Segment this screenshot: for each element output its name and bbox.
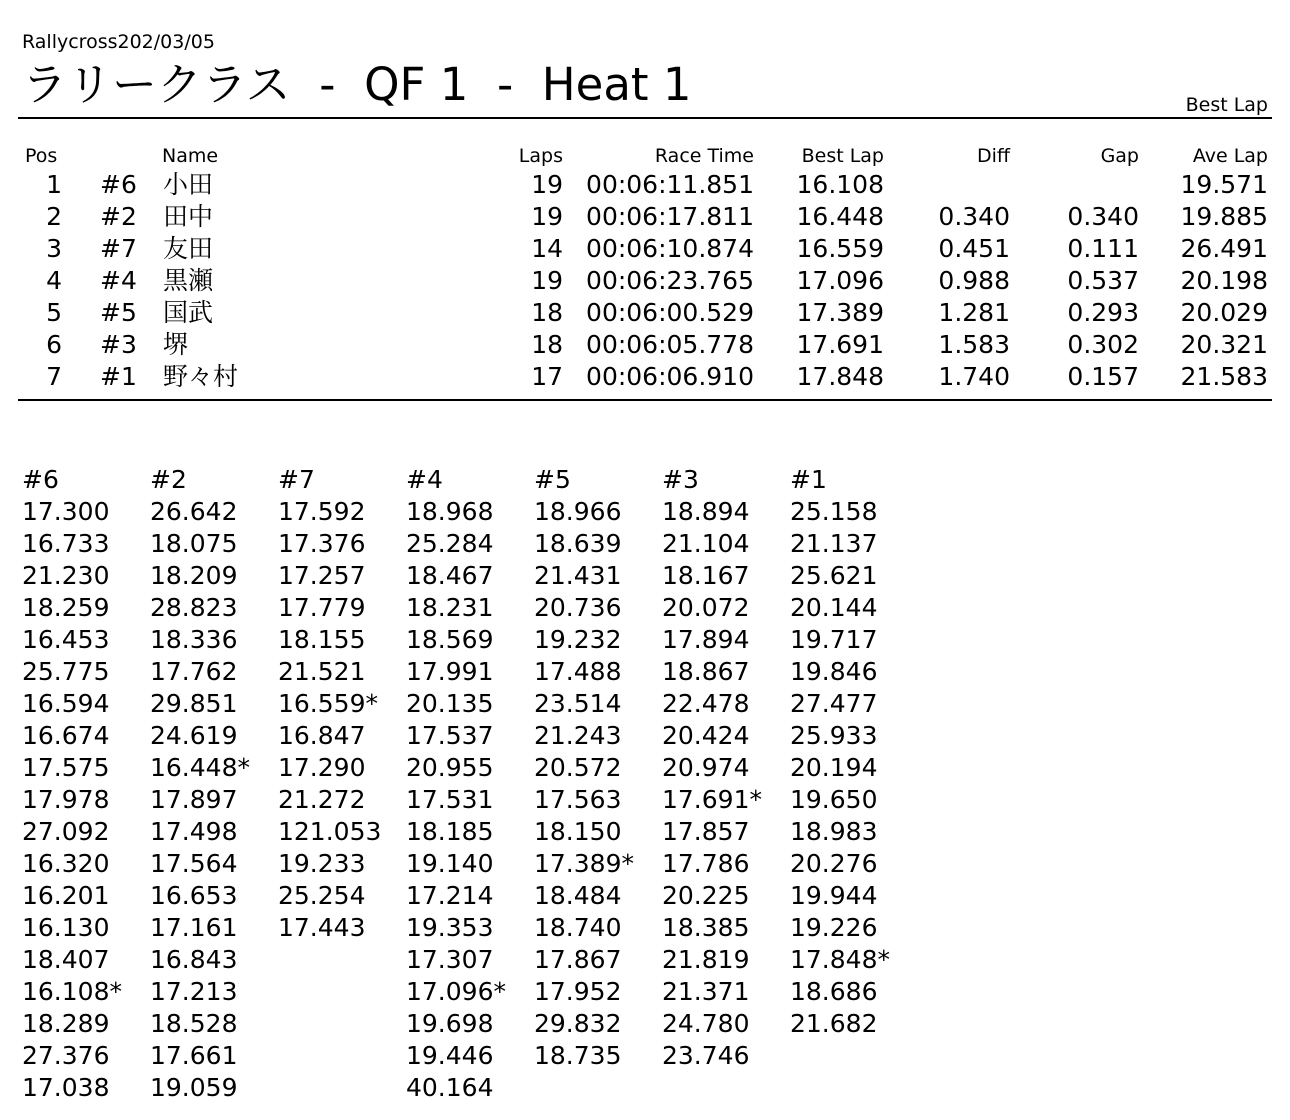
lap-time: 20.424 <box>662 721 750 750</box>
lap-time: 18.150 <box>534 817 622 846</box>
cell-laps: 19 <box>531 202 563 231</box>
lap-time: 16.201 <box>22 881 110 910</box>
lap-time: 23.514 <box>534 689 622 718</box>
lap-time: 17.213 <box>150 977 238 1006</box>
cell-num: #4 <box>100 266 137 295</box>
cell-race-time: 00:06:06.910 <box>586 362 754 391</box>
lap-time: 24.619 <box>150 721 238 750</box>
lap-time: 20.974 <box>662 753 750 782</box>
lap-column <box>790 464 918 1040</box>
cell-diff: 0.451 <box>938 234 1010 263</box>
lap-time: 17.096* <box>406 977 506 1006</box>
cell-gap: 0.340 <box>1067 202 1139 231</box>
lap-time: 18.569 <box>406 625 494 654</box>
lap-time: 18.686 <box>790 977 878 1006</box>
lap-column-car: #6 <box>22 465 59 494</box>
lap-time: 17.991 <box>406 657 494 686</box>
lap-time: 17.290 <box>278 753 366 782</box>
cell-laps: 18 <box>531 330 563 359</box>
lap-time: 18.467 <box>406 561 494 590</box>
cell-pos: 2 <box>46 202 62 231</box>
table-row <box>0 297 1290 329</box>
table-row <box>0 169 1290 201</box>
lap-time: 19.140 <box>406 849 494 878</box>
table-row <box>0 233 1290 265</box>
cell-num: #3 <box>100 330 137 359</box>
cell-ave-lap: 20.198 <box>1180 266 1268 295</box>
lap-time: 27.376 <box>22 1041 110 1070</box>
lap-time: 18.968 <box>406 497 494 526</box>
lap-time: 17.897 <box>150 785 238 814</box>
cell-name: 田中 <box>163 202 214 231</box>
cell-num: #2 <box>100 202 137 231</box>
lap-column <box>22 464 150 1104</box>
lap-time: 21.243 <box>534 721 622 750</box>
cell-gap: 0.302 <box>1067 330 1139 359</box>
lap-time: 17.257 <box>278 561 366 590</box>
cell-laps: 18 <box>531 298 563 327</box>
lap-time: 21.137 <box>790 529 878 558</box>
lap-time: 25.158 <box>790 497 878 526</box>
lap-time: 29.832 <box>534 1009 622 1038</box>
col-header-ave-lap: Ave Lap <box>1192 145 1268 167</box>
lap-time: 17.300 <box>22 497 110 526</box>
lap-time: 25.933 <box>790 721 878 750</box>
lap-time: 18.231 <box>406 593 494 622</box>
lap-time: 25.775 <box>22 657 110 686</box>
lap-time: 20.736 <box>534 593 622 622</box>
lap-time: 17.661 <box>150 1041 238 1070</box>
table-row <box>0 265 1290 297</box>
cell-pos: 4 <box>46 266 62 295</box>
lap-time: 18.740 <box>534 913 622 942</box>
lap-time: 19.232 <box>534 625 622 654</box>
lap-column <box>406 464 534 1104</box>
lap-time: 16.674 <box>22 721 110 750</box>
lap-time: 19.846 <box>790 657 878 686</box>
lap-time: 16.559* <box>278 689 378 718</box>
lap-time: 21.682 <box>790 1009 878 1038</box>
lap-time: 16.130 <box>22 913 110 942</box>
page-title: ラリークラス - QF 1 - Heat 1 <box>22 58 692 111</box>
lap-time: 16.453 <box>22 625 110 654</box>
lap-time: 16.843 <box>150 945 238 974</box>
cell-race-time: 00:06:17.811 <box>586 202 754 231</box>
lap-time: 19.353 <box>406 913 494 942</box>
lap-time: 17.038 <box>22 1073 110 1102</box>
cell-laps: 14 <box>531 234 563 263</box>
cell-race-time: 00:06:23.765 <box>586 266 754 295</box>
lap-time: 17.389* <box>534 849 634 878</box>
cell-name: 友田 <box>163 234 214 263</box>
lap-time: 19.446 <box>406 1041 494 1070</box>
lap-time: 25.254 <box>278 881 366 910</box>
lap-time: 22.478 <box>662 689 750 718</box>
lap-time: 121.053 <box>278 817 382 846</box>
lap-time: 17.952 <box>534 977 622 1006</box>
col-header-best-lap: Best Lap <box>801 145 884 167</box>
lap-time: 18.735 <box>534 1041 622 1070</box>
lap-time: 20.144 <box>790 593 878 622</box>
cell-ave-lap: 19.571 <box>1180 170 1268 199</box>
table-row <box>0 361 1290 393</box>
lap-time: 27.092 <box>22 817 110 846</box>
cell-diff: 1.281 <box>938 298 1010 327</box>
lap-column-car: #5 <box>534 465 571 494</box>
lap-column-car: #3 <box>662 465 699 494</box>
lap-time: 19.059 <box>150 1073 238 1102</box>
lap-time: 17.307 <box>406 945 494 974</box>
lap-time: 17.443 <box>278 913 366 942</box>
lap-column <box>662 464 790 1072</box>
lap-time: 17.779 <box>278 593 366 622</box>
cell-name: 野々村 <box>163 362 239 391</box>
lap-time: 21.272 <box>278 785 366 814</box>
lap-column <box>534 464 662 1072</box>
lap-time: 40.164 <box>406 1073 494 1102</box>
lap-time: 26.642 <box>150 497 238 526</box>
lap-time: 18.259 <box>22 593 110 622</box>
lap-time: 16.847 <box>278 721 366 750</box>
lap-column-car: #2 <box>150 465 187 494</box>
bottom-divider <box>18 399 1272 401</box>
col-header-pos: Pos <box>25 145 58 167</box>
lap-time: 20.225 <box>662 881 750 910</box>
col-header-race-time: Race Time <box>654 145 754 167</box>
cell-pos: 1 <box>46 170 62 199</box>
lap-time: 16.594 <box>22 689 110 718</box>
lap-time: 20.194 <box>790 753 878 782</box>
cell-name: 小田 <box>163 170 214 199</box>
lap-time: 17.214 <box>406 881 494 910</box>
lap-time: 17.894 <box>662 625 750 654</box>
lap-time: 18.407 <box>22 945 110 974</box>
cell-diff: 0.340 <box>938 202 1010 231</box>
cell-pos: 6 <box>46 330 62 359</box>
lap-time: 18.336 <box>150 625 238 654</box>
cell-ave-lap: 20.321 <box>1180 330 1268 359</box>
lap-time: 17.857 <box>662 817 750 846</box>
cell-race-time: 00:06:10.874 <box>586 234 754 263</box>
lap-time: 18.867 <box>662 657 750 686</box>
col-header-gap: Gap <box>1100 145 1139 167</box>
lap-time: 20.276 <box>790 849 878 878</box>
table-row <box>0 201 1290 233</box>
lap-time: 18.209 <box>150 561 238 590</box>
lap-time: 20.572 <box>534 753 622 782</box>
cell-ave-lap: 26.491 <box>1180 234 1268 263</box>
cell-best-lap: 17.691 <box>796 330 884 359</box>
lap-time: 18.894 <box>662 497 750 526</box>
lap-time: 18.075 <box>150 529 238 558</box>
lap-time: 16.733 <box>22 529 110 558</box>
lap-time: 17.488 <box>534 657 622 686</box>
cell-name: 黒瀬 <box>163 266 214 295</box>
lap-time: 19.650 <box>790 785 878 814</box>
lap-time: 17.537 <box>406 721 494 750</box>
cell-gap: 0.157 <box>1067 362 1139 391</box>
cell-laps: 17 <box>531 362 563 391</box>
cell-ave-lap: 20.029 <box>1180 298 1268 327</box>
lap-time: 18.167 <box>662 561 750 590</box>
event-subtitle: Rallycross202/03/05 <box>22 31 215 53</box>
lap-time: 25.621 <box>790 561 878 590</box>
cell-name: 堺 <box>163 330 189 359</box>
lap-time: 17.161 <box>150 913 238 942</box>
cell-num: #6 <box>100 170 137 199</box>
lap-time: 29.851 <box>150 689 238 718</box>
lap-time: 20.072 <box>662 593 750 622</box>
lap-column-car: #1 <box>790 465 827 494</box>
lap-column-car: #7 <box>278 465 315 494</box>
top-divider <box>18 117 1272 119</box>
lap-time: 19.226 <box>790 913 878 942</box>
lap-time: 19.717 <box>790 625 878 654</box>
cell-pos: 3 <box>46 234 62 263</box>
lap-time: 17.762 <box>150 657 238 686</box>
cell-best-lap: 16.559 <box>796 234 884 263</box>
lap-time: 21.431 <box>534 561 622 590</box>
cell-num: #5 <box>100 298 137 327</box>
lap-time: 24.780 <box>662 1009 750 1038</box>
lap-column <box>278 464 406 944</box>
cell-laps: 19 <box>531 266 563 295</box>
lap-time: 18.639 <box>534 529 622 558</box>
lap-time: 17.563 <box>534 785 622 814</box>
cell-diff: 1.740 <box>938 362 1010 391</box>
lap-time: 17.786 <box>662 849 750 878</box>
lap-time: 18.155 <box>278 625 366 654</box>
best-lap-tag: Best Lap <box>1185 94 1268 116</box>
cell-diff: 1.583 <box>938 330 1010 359</box>
lap-time: 28.823 <box>150 593 238 622</box>
cell-pos: 5 <box>46 298 62 327</box>
cell-gap: 0.293 <box>1067 298 1139 327</box>
cell-gap: 0.111 <box>1067 234 1139 263</box>
lap-time: 16.108* <box>22 977 122 1006</box>
cell-laps: 19 <box>531 170 563 199</box>
col-header-laps: Laps <box>518 145 563 167</box>
lap-time: 16.320 <box>22 849 110 878</box>
cell-name: 国武 <box>163 298 214 327</box>
lap-time: 17.498 <box>150 817 238 846</box>
lap-time: 21.371 <box>662 977 750 1006</box>
lap-time: 25.284 <box>406 529 494 558</box>
lap-time: 21.230 <box>22 561 110 590</box>
cell-best-lap: 17.096 <box>796 266 884 295</box>
lap-time: 16.448* <box>150 753 250 782</box>
cell-diff: 0.988 <box>938 266 1010 295</box>
col-header-diff: Diff <box>977 145 1010 167</box>
lap-time: 20.955 <box>406 753 494 782</box>
cell-ave-lap: 21.583 <box>1180 362 1268 391</box>
lap-column <box>150 464 278 1104</box>
lap-time: 17.564 <box>150 849 238 878</box>
lap-time: 21.104 <box>662 529 750 558</box>
cell-race-time: 00:06:11.851 <box>586 170 754 199</box>
lap-time: 17.848* <box>790 945 890 974</box>
cell-pos: 7 <box>46 362 62 391</box>
cell-best-lap: 17.389 <box>796 298 884 327</box>
lap-time: 19.944 <box>790 881 878 910</box>
lap-time: 16.653 <box>150 881 238 910</box>
lap-time: 18.385 <box>662 913 750 942</box>
col-header-name: Name <box>162 145 219 167</box>
lap-time: 18.966 <box>534 497 622 526</box>
lap-column-car: #4 <box>406 465 443 494</box>
lap-time: 17.691* <box>662 785 762 814</box>
cell-num: #7 <box>100 234 137 263</box>
lap-time: 17.978 <box>22 785 110 814</box>
lap-time: 17.575 <box>22 753 110 782</box>
lap-time: 18.289 <box>22 1009 110 1038</box>
cell-num: #1 <box>100 362 137 391</box>
cell-best-lap: 16.448 <box>796 202 884 231</box>
lap-time: 19.698 <box>406 1009 494 1038</box>
cell-race-time: 00:06:05.778 <box>586 330 754 359</box>
lap-time: 17.867 <box>534 945 622 974</box>
lap-time: 27.477 <box>790 689 878 718</box>
cell-ave-lap: 19.885 <box>1180 202 1268 231</box>
lap-time: 20.135 <box>406 689 494 718</box>
lap-time: 18.528 <box>150 1009 238 1038</box>
table-row <box>0 329 1290 361</box>
lap-time: 17.531 <box>406 785 494 814</box>
lap-time: 18.185 <box>406 817 494 846</box>
lap-time: 19.233 <box>278 849 366 878</box>
cell-race-time: 00:06:00.529 <box>586 298 754 327</box>
lap-time: 21.521 <box>278 657 366 686</box>
cell-best-lap: 17.848 <box>796 362 884 391</box>
lap-time: 17.592 <box>278 497 366 526</box>
lap-time: 18.484 <box>534 881 622 910</box>
cell-gap: 0.537 <box>1067 266 1139 295</box>
lap-time: 23.746 <box>662 1041 750 1070</box>
lap-time: 17.376 <box>278 529 366 558</box>
lap-time: 21.819 <box>662 945 750 974</box>
cell-best-lap: 16.108 <box>796 170 884 199</box>
lap-time: 18.983 <box>790 817 878 846</box>
